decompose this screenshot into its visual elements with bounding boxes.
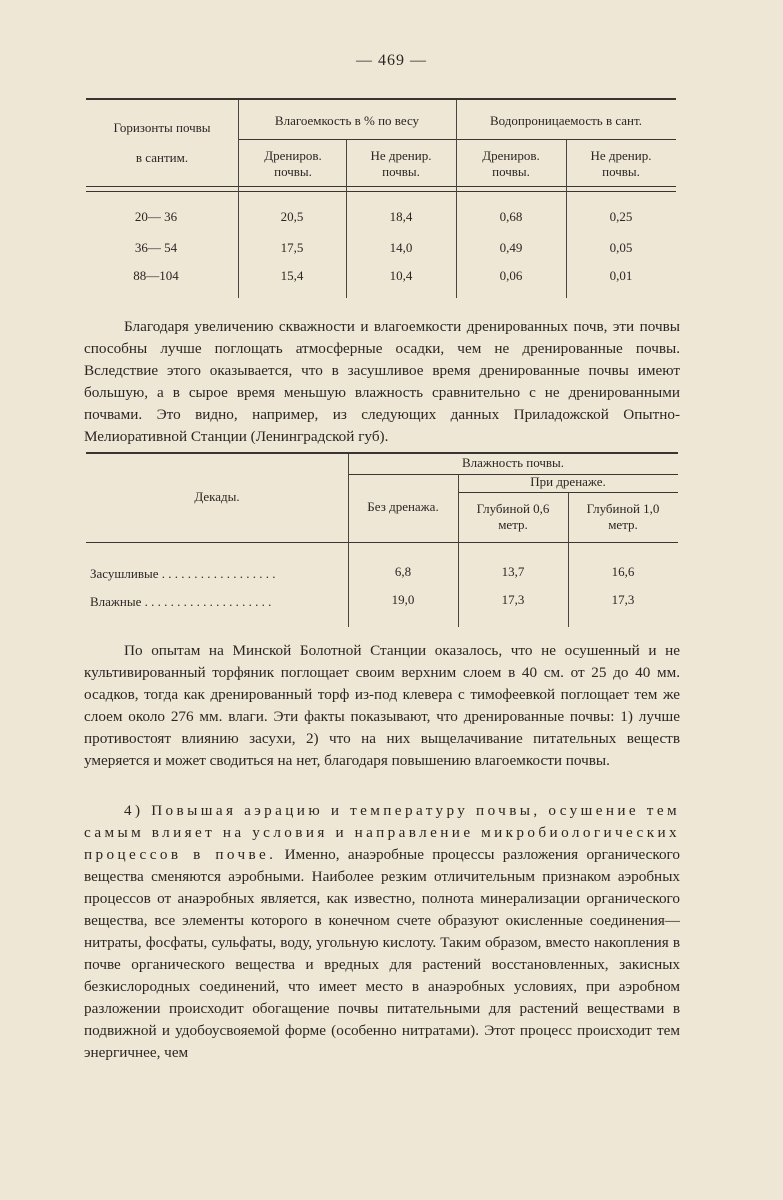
table-soil-moisture-decades — [86, 452, 678, 627]
cell-value: 20,5 — [280, 209, 304, 224]
cell-value: 17,5 — [280, 240, 304, 255]
table-rule-header — [86, 186, 676, 187]
paragraph-text — [84, 800, 680, 1064]
paragraph-continuation: Именно, анаэробные процессы разложения органического вещества сменяются аэробными. Наиболее резким отличительным признаком аэробных процессов от анаэробных является, как известно, полнота минерализации органического вещества, все элементы которого в конечном счете образуют окисленные соединения—нитраты, фосфаты, сульфаты, воду, угольную кислоту. Таким образом, вместо накопления в почве органического вещества и вредных для растений восстановленных, закисных безкислородных соединений, что имеет место в анаэробных условиях, при аэробном разложении происходит обогащение почвы питательными для растений веществами в подвижной и удобоусвояемой форме (особенно нитратами). Этот процесс происходит тем энергичнее, чем — [84, 846, 680, 1061]
cell-value: 19,0 — [391, 592, 415, 607]
header-permeability: Водопроницаемость в сант. — [490, 113, 642, 128]
cell-decade: Влажные . . . . . . . . . . . . . . . . . . . . — [90, 594, 272, 609]
paragraph-text: По опытам на Минской Болотной Станции оказалось, что не осушенный и не культивированный торфяник поглощает своим верхним слоем в 40 см. от 25 до 40 мм. осадков, тогда как дренированный торф из-под клевера с тимофеевкой поглощает тем же слоем около 276 мм. влаги. Эти факты показывают, что дренированные почвы: 1) лучше противостоят влиянию засухи, 2) что на них выщелачивание питательных веществ умеряется и может сводиться на нет, благодаря повышению влагоемкости почвы. — [84, 642, 680, 769]
cell-value: 17,3 — [611, 592, 635, 607]
paragraph-aeration — [84, 800, 680, 1064]
table-rule-group — [238, 139, 676, 140]
header-soil-moisture: Влажность почвы. — [461, 455, 565, 470]
cell-value: 18,4 — [389, 209, 413, 224]
header-depth-10: Глубиной 1,0 метр. — [586, 501, 660, 532]
header-depth-06: Глубиной 0,6 метр. — [476, 501, 550, 532]
paragraph-text: Благодаря увеличению скважности и влагоемкости дренированных почв, эти почвы способны лучше поглощать атмосферные осадки, чем не дренированные почвы. Вследствие этого оказывается, что в засушливое время дренированные почвы имеют большую, а в сырое время меньшую влажность сравнительно с не дренированными почвами. Это видно, например, из следующих данных Приладожской Опытно-Мелиоративной Станции (Ленинградской губ). — [84, 318, 680, 445]
table-rule-header — [86, 542, 678, 543]
cell-horizon: 20— 36 — [134, 209, 178, 224]
table-soil-moisture-capacity — [86, 98, 676, 298]
table-rule-top — [86, 98, 676, 100]
header-no-drainage: Без дренажа. — [367, 499, 439, 514]
header-undrained-perm: Не дренир. почвы. — [590, 148, 652, 179]
spaced-emphasis: 4) Повышая аэрацию и температуру почвы, осушение тем самым влияет на условия и направление микробиологических процессов в почве. — [84, 802, 680, 863]
paragraph-drainage-effect — [84, 316, 680, 448]
header-moisture-capacity: Влагоемкость в % по весу — [274, 113, 420, 128]
table-rule-header2 — [86, 191, 676, 192]
header-with-drainage: При дренаже. — [530, 474, 606, 489]
cell-value: 17,3 — [501, 592, 525, 607]
header-horizon: Горизонты почвы — [113, 120, 211, 135]
table-rule-top — [86, 452, 678, 454]
cell-value: 6,8 — [394, 564, 412, 579]
cell-value: 10,4 — [389, 268, 413, 283]
cell-horizon: 36— 54 — [134, 240, 178, 255]
paragraph-minsk-station — [84, 640, 680, 772]
cell-value: 0,01 — [609, 268, 633, 283]
cell-value: 15,4 — [280, 268, 304, 283]
cell-horizon: 88—104 — [133, 268, 179, 283]
cell-value: 0,06 — [499, 268, 523, 283]
header-drained-perm: Дрениров. почвы. — [482, 148, 540, 179]
cell-decade: Засушливые . . . . . . . . . . . . . . . . . . — [90, 566, 276, 581]
cell-value: 0,25 — [609, 209, 633, 224]
page-number: — 469 — — [356, 52, 427, 69]
cell-value: 16,6 — [611, 564, 635, 579]
header-decades: Декады. — [194, 489, 240, 504]
cell-value: 0,05 — [609, 240, 633, 255]
cell-value: 0,68 — [499, 209, 523, 224]
cell-value: 13,7 — [501, 564, 525, 579]
cell-value: 14,0 — [389, 240, 413, 255]
header-horizon-unit: в сантим. — [135, 150, 189, 165]
header-drained: Дрениров. почвы. — [264, 148, 322, 179]
cell-value: 0,49 — [499, 240, 523, 255]
header-undrained: Не дренир. почвы. — [370, 148, 432, 179]
